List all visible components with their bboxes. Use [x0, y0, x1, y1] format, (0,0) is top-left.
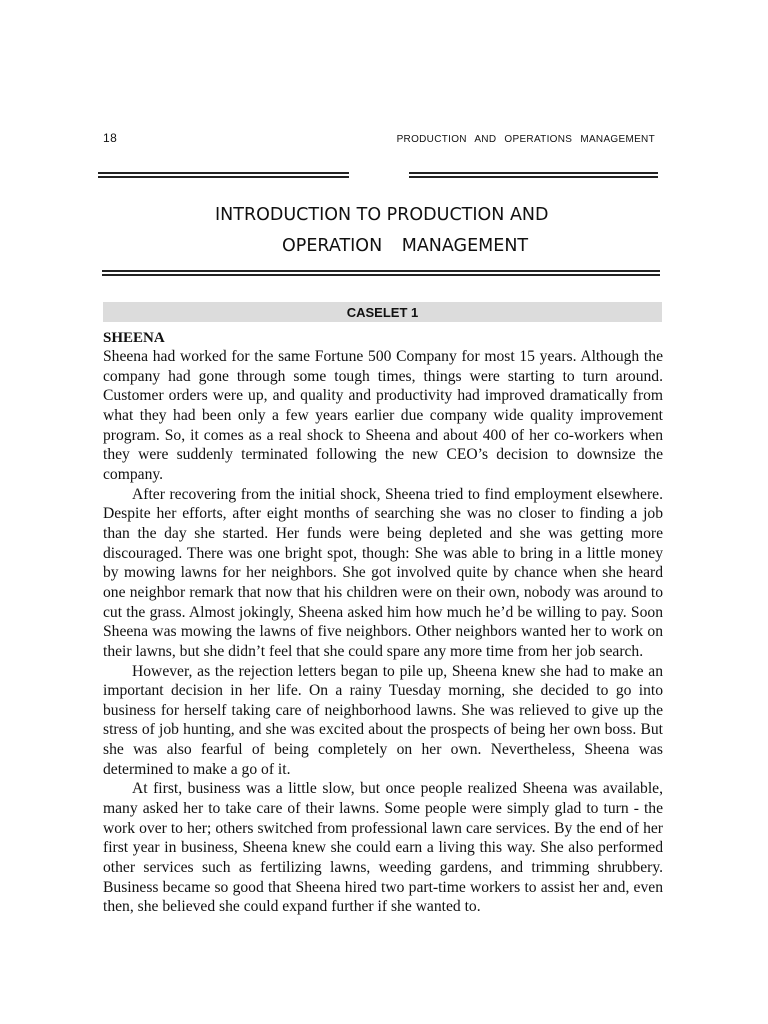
case-name: SHEENA [103, 330, 165, 346]
caselet-body [103, 347, 663, 917]
page-number: 18 [103, 131, 118, 145]
chapter-title-line1: INTRODUCTION TO PRODUCTION AND [215, 205, 549, 225]
caselet-label: CASELET 1 [103, 302, 662, 322]
paragraph: After recovering from the initial shock, Sheena tried to find employment elsewhere. Despite her efforts, after eight months of searching she was no closer to finding a job than the day she started. Her funds were being depleted and she was getting more discouraged. There was one bright spot, though: She was able to bring in a little money by mowing lawns for her neighbors. She got involved quite by chance when she heard one neighbor remark that now that his children were on their own, nobody was around to cut the grass. Almost jokingly, Sheena asked him how much he’d be willing to pay. Soon Sheena was mowing the lawns of five neighbors. Other neighbors wanted her to work on their lawns, but she didn’t feel that she could spare any more time from her job search. [103, 485, 663, 660]
header-rule-left [98, 172, 349, 178]
paragraph: At first, business was a little slow, but once people realized Sheena was available, many asked her to take care of their lawns. Some people were simply glad to turn - the work over to her; others switched from professional lawn care services. By the end of her first year in business, Sheena knew she could earn a living this way. She also performed other services such as fertilizing lawns, weeding gardens, and trimming shrubbery. Business became so good that Sheena hired two part-time workers to assist her and, even then, she believed she could expand further if she wanted to. [103, 780, 663, 916]
running-head: PRODUCTION AND OPERATIONS MANAGEMENT [396, 134, 655, 145]
header-rule-right [409, 172, 658, 178]
paragraph: Sheena had worked for the same Fortune 500 Company for most 15 years. Although the company had gone through some tough times, things were starting to turn around. Customer orders were up, and quality and productivity had improved dramatically from what they had been only a few years earlier due company wide quality improvement program. So, it comes as a real shock to Sheena and about 400 of her co-workers when they were suddenly terminated following the new CEO’s decision to downsize the company. [103, 348, 663, 483]
title-rule [102, 270, 660, 276]
chapter-title-line2: OPERATION MANAGEMENT [282, 236, 529, 256]
paragraph: However, as the rejection letters began to pile up, Sheena knew she had to make an important decision in her life. On a rainy Tuesday morning, she decided to go into business for herself taking care of neighborhood lawns. She was relieved to give up the stress of job hunting, and she was excited about the prospects of being her own boss. But she was also fearful of being completely on her own. Nevertheless, Sheena was determined to make a go of it. [103, 662, 663, 778]
